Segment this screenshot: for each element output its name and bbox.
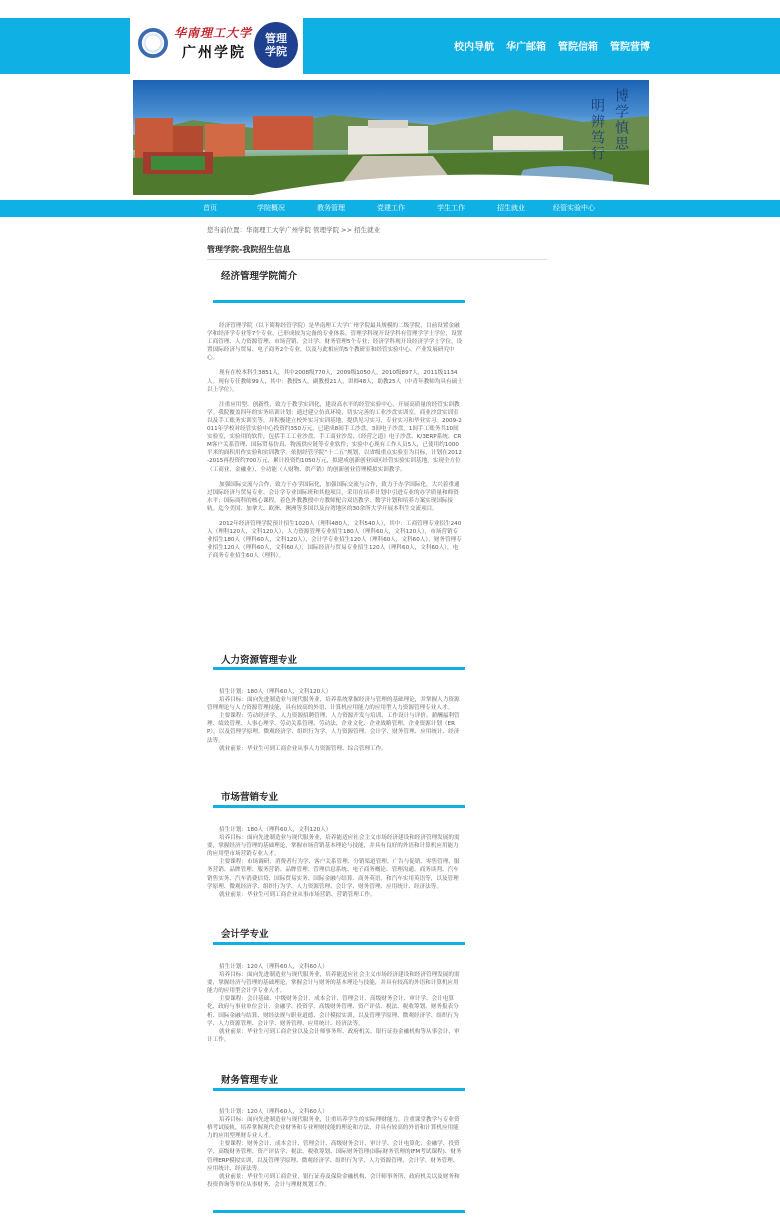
logo-university-name: 华南理工大学 — [174, 26, 253, 40]
paragraph: 招生计划：120人（理科60人，文科60人） — [219, 964, 328, 970]
page-title: 管理学院-我院招生信息 — [207, 244, 547, 260]
section-divider — [213, 805, 465, 808]
section-hr — [207, 652, 467, 752]
paragraph: 现有在校本科生3851人，其中2008级770人，2009级1050人，2010级897人，2011级1134人。现有专任教师99人，其中：教授5人，副教授21人，讲师48人，助教25人（中青年教师均具有硕士以上学位）。 — [207, 370, 463, 393]
paragraph: 注重应用型、创新性，致力于教学实训化，建设高水平的经管实验中心，开展高质量的经管实训教学。我院覆盖四年的实务培训计划：通过建立仿真环境，切实完善的工业沙盘实训室，商业沙盘实训室以及手工账务实训室等，并积极建立校外实习实训基地，提供见习实习，专业实习和毕业实习。2009-2011年学校对经管实验中心投资约350万元，已建成8间手工沙盘，3间电子沙盘，1间手工账务共10间实验室，实验用的软件，包括手工工业沙盘、手工商业沙盘、《经营之道》电子沙盘、K/3ERP系统、CRM客户关系管理、国际贸易仿真、物流供应链等专业软件；实验中心现有工作人员5人，已使用约1000平米的面积用作实验和实训教学。依据经管学院“十二五”规划，以省级重点实验室为目标，计划在2012-2015再投资约700万元，累计投资约1050万元，拟建成创新创业园区经管实验实训基地，实现全方位（工商业、金融业）、全功能（人财物、供产销）的创新创业管理模拟实训教学。 — [207, 401, 462, 473]
section-divider — [213, 1088, 465, 1091]
campus-banner — [133, 80, 649, 195]
paragraph: 主要课程：会计基础、中级财务会计、成本会计、管理会计、高级财务会计、审计学、会计电算化、政府与事业单位会计、金融学、投资学、高级财务管理、资产评估、税法、税收筹划、财务报表分析、国际金融与结算、财经法规与职业道德、会计模拟实训，以及管理学原理、微观经济学、组织行为学、人力资源管理、会计学、财务管理、应用统计、经济法等。 — [207, 996, 459, 1027]
nav-item-lab-center[interactable]: 经管实验中心 — [553, 204, 595, 212]
nav-item-about[interactable]: 学院概况 — [257, 204, 285, 212]
section-finance — [207, 1072, 467, 1188]
paragraph: 就业前景：毕业生可到工商企业、银行证券及保险金融机构、会计师事务所、政府机关以及财务和投资咨询等单位从事财务、会计与理财规划工作。 — [207, 1173, 460, 1188]
paragraph: 培养目标：面向先进制造业与现代服务业，培养能适应社会主义市场经济建设和经济管理发展的需要，掌握经济与管理的基础理论，掌握市场营销基本理论与技能，并具有良好的外语和计算机应用能力的应用型市场营销专业人才。 — [207, 835, 460, 858]
top-link-email[interactable]: 华广邮箱 — [506, 42, 546, 53]
logo[interactable] — [130, 18, 303, 74]
section-body — [207, 322, 463, 567]
section-title: 经济管理学院简介 — [221, 271, 298, 282]
section-intro — [207, 268, 467, 560]
section-divider-bottom — [213, 1210, 465, 1213]
nav-item-students[interactable]: 学生工作 — [437, 204, 465, 212]
main-nav — [203, 203, 595, 213]
logo-college-name: 广州学院 — [182, 45, 246, 61]
paragraph: 招生计划：180人（理科60人，文科120人） — [219, 827, 332, 833]
top-header — [0, 18, 780, 74]
top-link-campus-nav[interactable]: 校内导航 — [454, 42, 494, 53]
banner-motto-right: 博学慎思 — [613, 88, 629, 152]
paragraph: 招生计划：180人（理科60人，文科120人） — [219, 689, 332, 695]
content-header — [207, 225, 547, 260]
section-body — [207, 963, 463, 1044]
paragraph: 培养目标：面向先进制造业与现代服务业，注重培养学生的实际理财能力，注重课堂教学与专业资格考试接轨，培养掌握现代企业财务和专业理财技能的理论和方法，并具有较高的外语和计算机应用能力的应用型理财专业人才。 — [207, 1117, 460, 1140]
school-seal-icon: 管理学院 — [254, 22, 298, 68]
section-divider — [213, 942, 465, 945]
nav-item-home[interactable]: 首页 — [203, 204, 217, 212]
section-body — [207, 688, 463, 753]
breadcrumb: 您当前位置：华南理工大学广州学院 管理学院 >> 招生就业 — [207, 226, 381, 234]
paragraph: 加强国际交流与合作，致力于办学国际化，加强国际交流与合作，致力于办学国际化，大兴着重通过国际经济与贸易专业、会计学专业国际班和其他项目，采用在培养计划中引进专业的办学质量和师资水平；国际商科的核心课程，着色外教教授中方教师配合双语教学，数学计划和培养方案实现国际接轨。迄今美国、加拿大、欧洲、澳洲等多国以及台湾地区的30余所大学开展本科生交流项目。 — [207, 481, 460, 512]
paragraph: 就业前景：毕业生可到工商企业以及会计师事务所、政府机关、银行证券金融机构等从事会计、审计工作。 — [207, 1028, 460, 1043]
section-title: 财务管理专业 — [221, 1075, 279, 1086]
top-link-blog[interactable]: 管院营博 — [610, 42, 650, 53]
paragraph: 培养目标：面向先进制造业与现代服务业，培养系统掌握经济与管理的基础理论，并掌握人力资源管理理论与人力资源管理技能，具有较高的外语、计算机应用能力的应用型人力资源管理专业人才。 — [207, 697, 460, 712]
paragraph: 就业前景：毕业生可到工商企业从事市场营销、营销管理工作。 — [219, 891, 376, 898]
section-body — [207, 1108, 463, 1189]
nav-item-admission[interactable]: 招生就业 — [497, 204, 525, 212]
top-links — [454, 38, 650, 53]
paragraph: 2012年经济管理学院预计招生1020人（理科480人，文科540人），其中：工商管理专业招生240人（理科120人，文科120人），人力资源管理专业招生180人（理科60人，文科120人），市场营销专业招生180人（理科60人，文科120人），会计学专业招生120人（理科60人，文科60人），财务管理专业招生120人（理科60人，文科60人），国际经济与贸易专业招生120人（理科60人，文科60人），电子商务专业招生60人（理科）。 — [207, 520, 462, 560]
paragraph: 主要课程：劳动经济学、人力资源招聘管理、人力资源开发与培训、工作设计与评价、薪酬福利管理、绩效管理、人事心理学、劳动关系管理、劳动法、企业文化、企业战略管理、企业资源计划（ERP），以及管理学原理、微观经济学、组织行为学、人力资源管理、会计学、财务管理、应用统计、经济法等。 — [207, 713, 460, 744]
section-marketing — [207, 789, 467, 898]
main-nav-bar — [0, 200, 780, 217]
section-title: 会计学专业 — [221, 929, 269, 940]
paragraph: 经济管理学院（以下简称经管学院）是华南理工大学广州学院最具规模的二级学院，目前设置金融学和经济学专业等7个专业，已形成较为完备的专业体系。管理学科现开设学科有管理学学士学位，设置工商管理、人力资源管理、市场营销、会计学、财务管理5个专业；经济学科现开设经济学学士学位，设置国际经济与贸易、电子商务2个专业，以及与此相应的5个教研室和经管实验中心、产业发展研究中心。 — [207, 323, 463, 362]
section-title: 市场营销专业 — [221, 792, 279, 803]
section-body — [207, 826, 463, 899]
paragraph: 招生计划：120人（理科60人，文科60人） — [219, 1109, 328, 1115]
section-accounting — [207, 926, 467, 1043]
section-divider — [213, 300, 465, 303]
university-emblem-icon — [138, 28, 168, 58]
paragraph: 主要课程：市场调研、消费者行为学、客户关系管理、分销渠道管理、广告与促销、零售管理、服务营销、品牌管理、服务营销、品牌管理、管理信息系统、电子商务概论、管理沟通、商务谈判、汽车销售实务、汽车消费信贷、国际贸易实务、国际金融与结算、商务英语，和汽车实用英语等，以及管理学原理、微观经济学、组织行为学、人力资源管理、会计学、财务管理、应用统计、经济法等。 — [207, 859, 460, 890]
section-title: 人力资源管理专业 — [221, 655, 298, 666]
paragraph: 培养目标：面向先进制造业与现代服务业，培养能适应社会主义市场经济建设和经济管理发展的需要，掌握经济与管理的基础理论，掌握会计与财务的基本理论与技能，并具有较高的外语和计算机应用能力的应用型会计学专业人才。 — [207, 972, 460, 995]
paragraph: 就业前景：毕业生可到工商企业从事人力资源管理、综合管理工作。 — [219, 745, 387, 752]
nav-item-academic[interactable]: 教务管理 — [317, 204, 345, 212]
section-divider — [213, 667, 465, 670]
paragraph: 主要课程：财务会计、成本会计、管理会计、高级财务会计、审计学、会计电算化、金融学、投资学、高级财务管理、资产评估学、税法、税收筹划、国际财务管理(国际财务管理的IFM考试课程)、财务管理ERP模拟实训，以及管理学原理、微观经济学、组织行为学、人力资源管理、会计学、财务管理、应用统计、经济法等。 — [207, 1141, 462, 1172]
nav-item-party[interactable]: 党建工作 — [377, 204, 405, 212]
campus-photo — [133, 80, 649, 195]
top-link-mailbox[interactable]: 管院信箱 — [558, 42, 598, 53]
banner-motto-left: 明辨笃行 — [589, 98, 605, 162]
